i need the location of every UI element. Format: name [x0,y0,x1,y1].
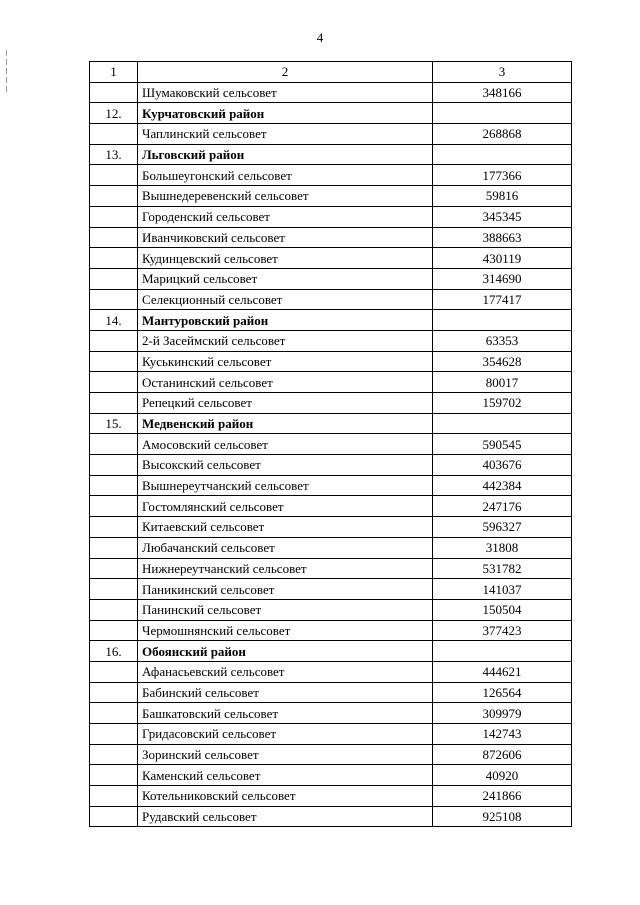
row-value: 872606 [433,744,572,765]
table-row [90,496,572,517]
row-number [90,455,138,476]
table-row [90,558,572,579]
row-name: Большеугонский сельсовет [138,165,433,186]
row-value: 444621 [433,661,572,682]
table-row [90,82,572,103]
row-value: 314690 [433,268,572,289]
row-value: 142743 [433,724,572,745]
row-value: 59816 [433,186,572,207]
row-value: 268868 [433,124,572,145]
row-value: 430119 [433,248,572,269]
row-name: Паникинский сельсовет [138,579,433,600]
row-number [90,579,138,600]
row-name: Шумаковский сельсовет [138,82,433,103]
table-row [90,434,572,455]
row-value: 141037 [433,579,572,600]
row-number [90,330,138,351]
row-number [90,724,138,745]
row-name: Курчатовский район [138,103,433,124]
row-value: 241866 [433,786,572,807]
row-number [90,165,138,186]
row-number [90,599,138,620]
row-value: 348166 [433,82,572,103]
row-number [90,248,138,269]
row-number [90,124,138,145]
row-number [90,765,138,786]
row-number [90,703,138,724]
row-name: Кудинцевский сельсовет [138,248,433,269]
row-name: Обоянский район [138,641,433,662]
row-name: Зоринский сельсовет [138,744,433,765]
row-number [90,744,138,765]
allocation-table [89,61,572,827]
row-name: Бабинский сельсовет [138,682,433,703]
row-value: 80017 [433,372,572,393]
row-name: Селекционный сельсовет [138,289,433,310]
row-name: Нижнереутчанский сельсовет [138,558,433,579]
row-name: Каменский сельсовет [138,765,433,786]
row-number [90,351,138,372]
row-value: 126564 [433,682,572,703]
row-name: Репецкий сельсовет [138,393,433,414]
row-number [90,496,138,517]
row-number [90,82,138,103]
header-col-2: 2 [138,62,433,83]
table-row [90,579,572,600]
header-col-3: 3 [433,62,572,83]
row-number [90,558,138,579]
row-name: Панинский сельсовет [138,599,433,620]
row-name: Любачанский сельсовет [138,537,433,558]
row-value: 150504 [433,599,572,620]
row-name: Медвенский район [138,413,433,434]
row-value: 925108 [433,806,572,827]
row-number [90,227,138,248]
row-value: 442384 [433,475,572,496]
row-number: 16. [90,641,138,662]
table-row [90,268,572,289]
district-row [90,641,572,662]
row-name: Котельниковский сельсовет [138,786,433,807]
row-name: Чаплинский сельсовет [138,124,433,145]
table-row [90,661,572,682]
row-number [90,786,138,807]
row-name: Городенский сельсовет [138,206,433,227]
table-row [90,227,572,248]
row-number [90,661,138,682]
row-number [90,372,138,393]
table-row [90,372,572,393]
table-row [90,620,572,641]
table-row [90,186,572,207]
margin-marks [6,50,8,95]
row-number: 15. [90,413,138,434]
row-value: 403676 [433,455,572,476]
table-row [90,786,572,807]
row-value: 31808 [433,537,572,558]
row-value: 177366 [433,165,572,186]
header-col-1: 1 [90,62,138,83]
row-value: 388663 [433,227,572,248]
row-name: Куськинский сельсовет [138,351,433,372]
row-number [90,268,138,289]
table-row [90,248,572,269]
row-number [90,434,138,455]
row-value [433,144,572,165]
table-row [90,806,572,827]
row-name: Амосовский сельсовет [138,434,433,455]
table-row [90,537,572,558]
table-row [90,351,572,372]
row-value: 531782 [433,558,572,579]
row-name: Чермошнянский сельсовет [138,620,433,641]
row-name: Рудавский сельсовет [138,806,433,827]
row-number [90,537,138,558]
row-value: 596327 [433,517,572,538]
row-value [433,641,572,662]
row-number: 14. [90,310,138,331]
row-name: Афанасьевский сельсовет [138,661,433,682]
district-row [90,144,572,165]
row-value: 590545 [433,434,572,455]
table-row [90,744,572,765]
row-name: Марицкий сельсовет [138,268,433,289]
row-name: Вышнедеревенский сельсовет [138,186,433,207]
district-row [90,413,572,434]
table-row [90,393,572,414]
row-name: Вышнереутчанский сельсовет [138,475,433,496]
row-name: Гридасовский сельсовет [138,724,433,745]
row-name: Гостомлянский сельсовет [138,496,433,517]
row-name: Льговский район [138,144,433,165]
row-value [433,103,572,124]
row-value [433,413,572,434]
row-value: 377423 [433,620,572,641]
district-row [90,310,572,331]
table-row [90,703,572,724]
row-name: Башкатовский сельсовет [138,703,433,724]
row-value [433,310,572,331]
row-value: 247176 [433,496,572,517]
row-value: 345345 [433,206,572,227]
table-row [90,455,572,476]
district-row [90,103,572,124]
table-row [90,206,572,227]
table-row [90,124,572,145]
row-number [90,289,138,310]
table-row [90,165,572,186]
table-row [90,475,572,496]
row-name: Китаевский сельсовет [138,517,433,538]
row-value: 177417 [433,289,572,310]
row-number [90,206,138,227]
row-number: 13. [90,144,138,165]
row-number [90,806,138,827]
row-number [90,186,138,207]
page-number: 4 [316,30,324,45]
row-number [90,393,138,414]
row-name: Высокский сельсовет [138,455,433,476]
row-value: 159702 [433,393,572,414]
row-name: Останинский сельсовет [138,372,433,393]
table-row [90,599,572,620]
row-value: 309979 [433,703,572,724]
table-header-row [90,62,572,83]
table-row [90,330,572,351]
table-row [90,289,572,310]
row-number [90,475,138,496]
row-number [90,620,138,641]
row-name: Мантуровский район [138,310,433,331]
row-number [90,682,138,703]
table-row [90,724,572,745]
table-row [90,765,572,786]
row-number [90,517,138,538]
row-value: 354628 [433,351,572,372]
table-row [90,682,572,703]
row-name: 2-й Засеймский сельсовет [138,330,433,351]
row-name: Иванчиковский сельсовет [138,227,433,248]
row-value: 63353 [433,330,572,351]
row-number: 12. [90,103,138,124]
row-value: 40920 [433,765,572,786]
table-row [90,517,572,538]
